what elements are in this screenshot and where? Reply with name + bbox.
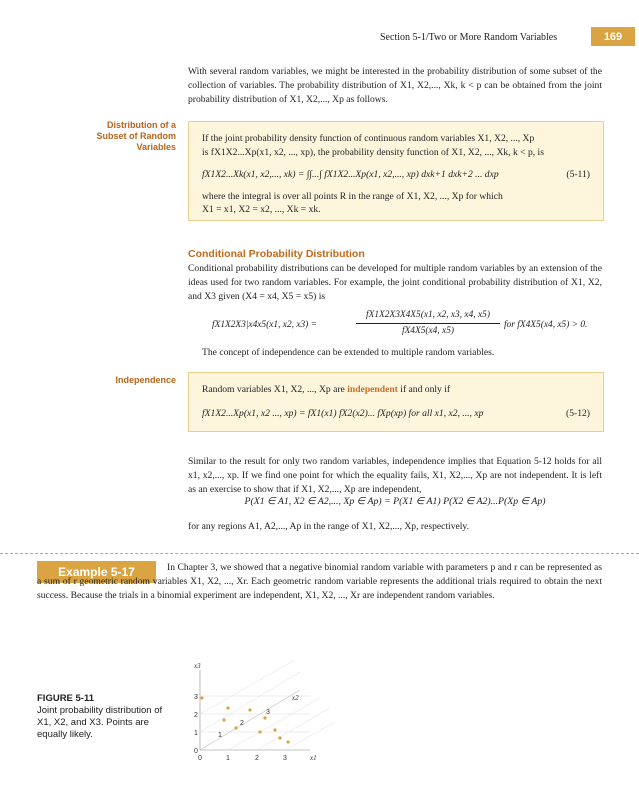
data-point	[258, 730, 261, 733]
x3-axis-label: x3	[194, 662, 201, 670]
independence-intro: The concept of independence can be extended to multiple random variables.	[202, 347, 495, 358]
regions-sentence: for any regions A1, A2,..., Ap in the range of X1, X2,..., Xp, respectively.	[188, 521, 470, 532]
conditional-equation-left: fX1X2X3|x4x5(x1, x2, x3) =	[212, 320, 317, 330]
x2-tick-3: 3	[266, 709, 270, 716]
margin-label-subset: Distribution of a Subset of Random Variables	[96, 120, 176, 152]
data-point	[222, 718, 225, 721]
example-divider	[0, 553, 639, 555]
x3-tick-2: 2	[194, 712, 198, 719]
page-number: 169	[591, 27, 635, 46]
x2-axis-label: x2	[292, 694, 299, 702]
box2-line1-start: Random variables X1, X2, ..., Xp are	[202, 384, 345, 395]
data-point	[234, 726, 237, 729]
box2-line1	[202, 383, 590, 396]
conditional-equation-numerator: fX1X2X3X4X5(x1, x2, x3, x4, x5)	[366, 310, 490, 320]
x3-tick-1: 1	[194, 730, 198, 737]
data-point	[273, 728, 276, 731]
figure-caption-text: Joint probability distribution of X1, X2, and X3. Points are equally likely.	[37, 705, 163, 740]
similar-paragraph: Similar to the result for only two random variables, independence implies that Equation 5-12 holds for all x1, x2,..., xp. If we find one point for which the equality fails, X1, X2,..., Xp are not independent. It is left as an exercise to show that if X1, X2,..., Xp are independent,	[188, 456, 602, 495]
data-point	[200, 696, 203, 699]
equation-number-5-11: (5-11)	[566, 169, 590, 180]
margin-label-independence: Independence	[115, 375, 176, 385]
figure-title: FIGURE 5-11	[37, 693, 95, 704]
data-point	[286, 740, 289, 743]
example-paragraph: In Chapter 3, we showed that a negative binomial random variable with parameters p and r can be represented as a sum of r geometric random variables X1, X2, ..., Xr. Each geometric random variable represents the additional trials required to obtain the next success. Because the trials in a binomial experiment are independent, X1, X2, ..., Xr are independent random variables.	[37, 562, 602, 601]
data-point	[278, 736, 281, 739]
conditional-equation-denominator: fX4X5(x4, x5)	[401, 326, 455, 336]
x1-tick-0: 0	[198, 755, 202, 762]
definition-box-independence	[188, 372, 604, 432]
running-header: Section 5-1/Two or More Random Variables	[380, 32, 558, 43]
box1-line3: where the integral is over all points R in the range of X1, X2, ..., Xp for which	[202, 191, 503, 202]
intro-paragraph: With several random variables, we might be interested in the probability distribution of some subset of the collection of variables. The probability distribution of X1, X2,..., Xk, k < p can be obtained from the joint probability distribution of X1, X2,..., Xp as follows.	[188, 66, 602, 105]
box1-line4: X1 = x1, X2 = x2, ..., Xk = xk.	[202, 204, 321, 215]
x2-tick-2: 2	[240, 720, 244, 727]
independent-term: independent	[347, 384, 398, 395]
data-point	[263, 716, 266, 719]
example-tag: Example 5-17	[37, 561, 156, 583]
x1-axis-label: x1	[310, 754, 317, 762]
x1-tick-1: 1	[226, 755, 230, 762]
data-point	[226, 706, 229, 709]
box2-line1-end: if and only if	[400, 384, 451, 395]
definition-box-subset	[188, 121, 604, 221]
x2-axis	[200, 690, 300, 750]
conditional-paragraph: Conditional probability distributions can be developed for multiple random variables by an extension of the ideas used for two random variables. For example, the joint conditional probability distribution of X1, X2, and X3 given (X4 = x4, X5 = x5) is	[188, 263, 602, 302]
conditional-equation	[212, 310, 612, 340]
figure-caption	[37, 693, 165, 741]
section-heading-conditional: Conditional Probability Distribution	[188, 248, 365, 260]
box1-line2: is fX1X2...Xp(x1, x2, ..., xp), the probability density function of X1, X2, ..., Xk, k < p, is	[202, 147, 544, 158]
equation-5-12: fX1X2...Xp(x1, x2 ..., xp) = fX1(x1) fX2(x2)... fXp(xp) for all x1, x2, ..., xp	[202, 408, 484, 419]
box2-equation-row	[202, 407, 590, 420]
data-point	[248, 708, 251, 711]
joint-distribution-figure	[180, 660, 340, 770]
x3-tick-3: 3	[194, 694, 198, 701]
probability-product-equation: P(X1 ∈ A1, X2 ∈ A2,..., Xp ∈ Ap) = P(X1 ∈ A1) P(X2 ∈ A2)...P(Xp ∈ Ap)	[244, 496, 546, 507]
box1-line1: If the joint probability density function of continuous random variables X1, X2, ..., Xp	[202, 133, 535, 144]
equation-number-5-12: (5-12)	[566, 408, 590, 419]
equation-5-11: fX1X2...Xk(x1, x2,..., xk) = ∫∫...∫ fX1X2...Xp(x1, x2,..., xp) dxk+1 dxk+2 ... dxp	[202, 169, 499, 180]
x3-tick-0: 0	[194, 748, 198, 755]
data-points	[200, 696, 289, 743]
conditional-equation-condition: for fX4X5(x4, x5) > 0.	[504, 320, 588, 330]
fraction-bar	[356, 323, 500, 324]
x2-tick-1: 1	[218, 732, 222, 739]
x1-tick-3: 3	[283, 755, 287, 762]
box1-equation-row	[202, 168, 590, 181]
x1-tick-2: 2	[255, 755, 259, 762]
